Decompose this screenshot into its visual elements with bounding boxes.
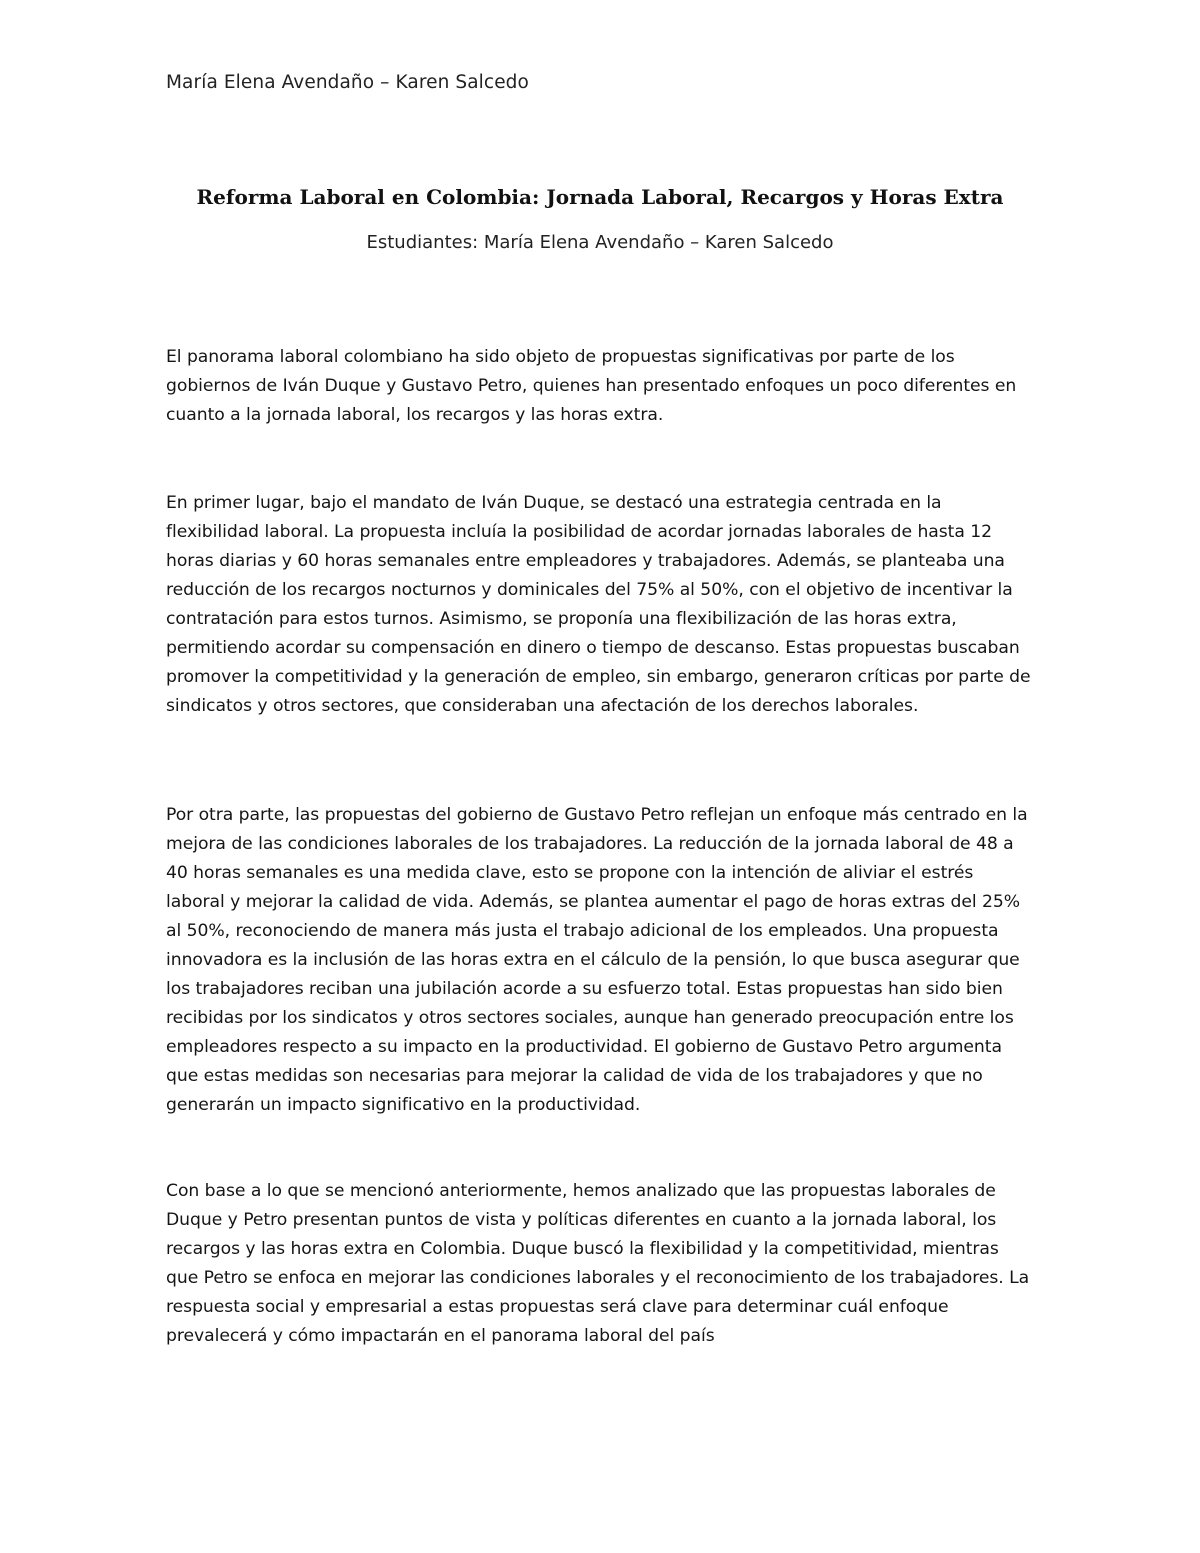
page-header-authors: María Elena Avendaño – Karen Salcedo	[166, 72, 529, 93]
document-title: Reforma Laboral en Colombia: Jornada Laboral, Recargos y Horas Extra	[196, 185, 1004, 209]
paragraph-introduction: El panorama laboral colombiano ha sido objeto de propuestas significativas por parte de los gobiernos de Iván Duque y Gustavo Petro, quienes han presentado enfoques un poco diferentes en cuanto a la jornada laboral, los recargos y las horas extra.	[166, 347, 1017, 425]
paragraph-duque-proposals: En primer lugar, bajo el mandato de Iván Duque, se destacó una estrategia centrada en la flexibilidad laboral. La propuesta incluía la posibilidad de acordar jornadas laborales de hasta 12 horas diarias y 60 horas semanales entre empleadores y trabajadores. Además, se planteaba una reducción de los recargos nocturnos y dominicales del 75% al 50%, con el objetivo de incentivar la contratación para estos turnos. Asimismo, se proponía una flexibilización de las horas extra, permitiendo acordar su compensación en dinero o tiempo de descanso. Estas propuestas buscaban promover la competitividad y la generación de empleo, sin embargo, generaron críticas por parte de sindicatos y otros sectores, que consideraban una afectación de los derechos laborales.	[166, 493, 1031, 716]
paragraph-petro-proposals: Por otra parte, las propuestas del gobierno de Gustavo Petro reflejan un enfoque más centrado en la mejora de las condiciones laborales de los trabajadores. La reducción de la jornada laboral de 48 a 40 horas semanales es una medida clave, esto se propone con la intención de aliviar el estrés laboral y mejorar la calidad de vida. Además, se plantea aumentar el pago de horas extras del 25% al 50%, reconociendo de manera más justa el trabajo adicional de los empleados. Una propuesta innovadora es la inclusión de las horas extra en el cálculo de la pensión, lo que busca asegurar que los trabajadores reciban una jubilación acorde a su esfuerzo total. Estas propuestas han sido bien recibidas por los sindicatos y otros sectores sociales, aunque han generado preocupación entre los empleadores respecto a su impacto en la productividad. El gobierno de Gustavo Petro argumenta que estas medidas son necesarias para mejorar la calidad de vida de los trabajadores y que no generarán un impacto significativo en la productividad.	[166, 805, 1028, 1115]
document-students: Estudiantes: María Elena Avendaño – Karen Salcedo	[366, 232, 834, 253]
paragraph-conclusion: Con base a lo que se mencionó anteriormente, hemos analizado que las propuestas laborales de Duque y Petro presentan puntos de vista y políticas diferentes en cuanto a la jornada laboral, los recargos y las horas extra en Colombia. Duque buscó la flexibilidad y la competitividad, mientras que Petro se enfoca en mejorar las condiciones laborales y el reconocimiento de los trabajadores. La respuesta social y empresarial a estas propuestas será clave para determinar cuál enfoque prevalecerá y cómo impactarán en el panorama laboral del país	[166, 1181, 1030, 1346]
